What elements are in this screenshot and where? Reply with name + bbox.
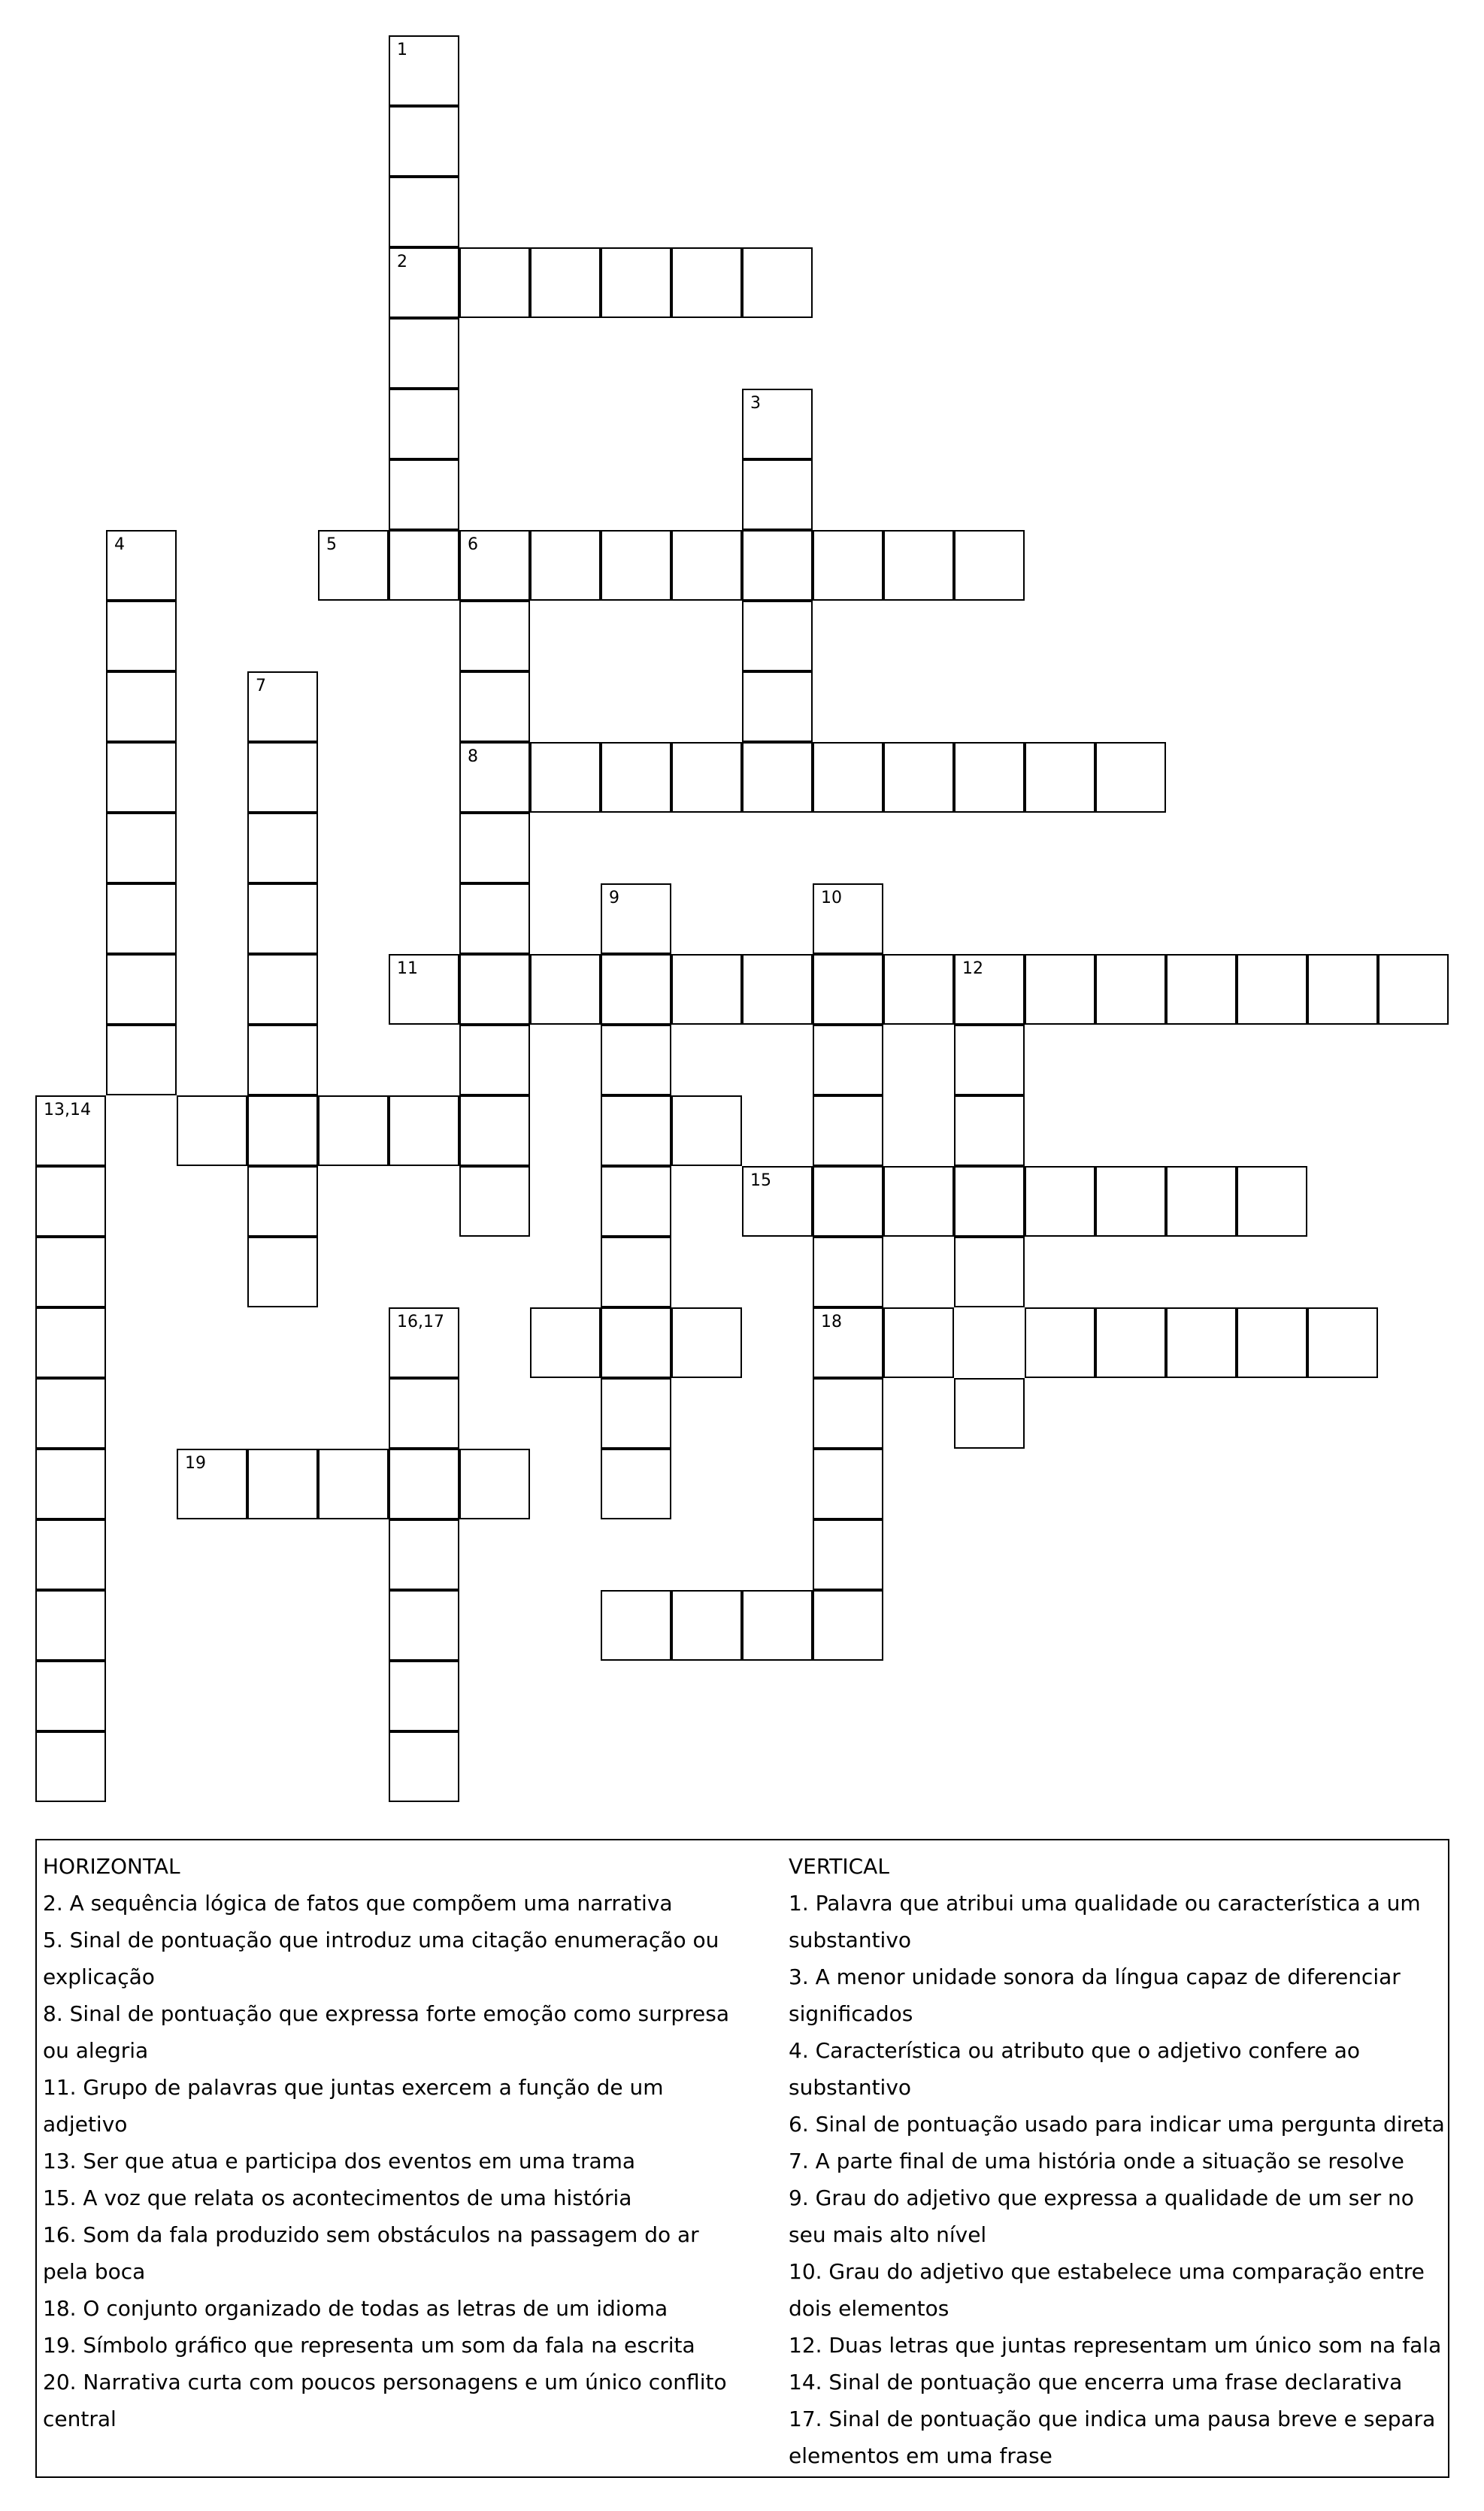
clue-number: 13,14 bbox=[44, 1101, 91, 1119]
grid-cell[interactable] bbox=[459, 954, 530, 1025]
grid-cell[interactable] bbox=[1025, 742, 1095, 813]
grid-cell[interactable] bbox=[389, 1661, 459, 1731]
grid-cell[interactable] bbox=[1237, 954, 1307, 1025]
clue-h-5: 5. Sinal de pontuação que introduz uma citação enumeração ou explicação bbox=[43, 1928, 719, 1989]
grid-cell[interactable] bbox=[813, 1519, 883, 1590]
grid-cell[interactable] bbox=[601, 1025, 671, 1095]
grid-cell[interactable] bbox=[1237, 1307, 1307, 1378]
grid-cell[interactable] bbox=[459, 1095, 530, 1166]
grid-cell[interactable] bbox=[742, 1590, 813, 1661]
clue-number: 8 bbox=[468, 747, 478, 766]
grid-cell[interactable] bbox=[459, 601, 530, 671]
grid-cell[interactable] bbox=[742, 742, 813, 813]
grid-cell[interactable] bbox=[1378, 954, 1449, 1025]
clue-v-14: 14. Sinal de pontuação que encerra uma frase declarativa bbox=[789, 2370, 1403, 2394]
grid-cell[interactable] bbox=[35, 1590, 106, 1661]
grid-cell[interactable] bbox=[601, 530, 671, 601]
clue-v-3: 3. A menor unidade sonora da língua capaz de diferenciar significados bbox=[789, 1964, 1401, 2026]
grid-cell[interactable] bbox=[106, 813, 177, 883]
clue-v-1: 1. Palavra que atribui uma qualidade ou característica a um substantivo bbox=[789, 1891, 1421, 1952]
grid-cell[interactable] bbox=[601, 1166, 671, 1237]
grid-cell[interactable] bbox=[389, 389, 459, 459]
grid-cell[interactable] bbox=[459, 671, 530, 742]
grid-cell[interactable] bbox=[530, 247, 601, 318]
grid-cell[interactable] bbox=[883, 1307, 954, 1378]
grid-cell[interactable] bbox=[1095, 1166, 1166, 1237]
grid-cell[interactable] bbox=[1166, 954, 1237, 1025]
clue-number: 19 bbox=[185, 1454, 206, 1473]
grid-cell[interactable] bbox=[601, 1449, 671, 1519]
grid-cell[interactable] bbox=[954, 1095, 1025, 1166]
grid-cell[interactable] bbox=[247, 813, 318, 883]
grid-cell[interactable] bbox=[106, 1025, 177, 1095]
grid-cell[interactable] bbox=[742, 459, 813, 530]
grid-cell[interactable] bbox=[389, 530, 459, 601]
grid-cell[interactable] bbox=[601, 742, 671, 813]
grid-cell[interactable] bbox=[247, 1095, 318, 1166]
grid-cell[interactable] bbox=[813, 1237, 883, 1307]
grid-cell[interactable] bbox=[530, 742, 601, 813]
grid-cell[interactable] bbox=[954, 742, 1025, 813]
grid-cell[interactable] bbox=[35, 1095, 106, 1166]
grid-cell[interactable] bbox=[247, 954, 318, 1025]
clue-h-15: 15. A voz que relata os acontecimentos de uma história bbox=[43, 2185, 632, 2210]
grid-cell[interactable] bbox=[389, 1731, 459, 1802]
grid-cell[interactable] bbox=[459, 530, 530, 601]
grid-cell[interactable] bbox=[742, 389, 813, 459]
grid-cell[interactable] bbox=[35, 1731, 106, 1802]
grid-cell[interactable] bbox=[671, 742, 742, 813]
grid-cell[interactable] bbox=[247, 671, 318, 742]
clue-number: 18 bbox=[821, 1313, 842, 1331]
grid-cell[interactable] bbox=[1237, 1166, 1307, 1237]
grid-cell[interactable] bbox=[954, 530, 1025, 601]
grid-cell[interactable] bbox=[389, 106, 459, 177]
clue-h-19: 19. Símbolo gráfico que representa um som da fala na escrita bbox=[43, 2333, 695, 2358]
grid-cell[interactable] bbox=[954, 954, 1025, 1025]
grid-cell[interactable] bbox=[742, 954, 813, 1025]
grid-cell[interactable] bbox=[459, 247, 530, 318]
grid-cell[interactable] bbox=[459, 883, 530, 954]
clue-h-20: 20. Narrativa curta com poucos personagens e um único conflito central bbox=[43, 2370, 727, 2431]
grid-cell[interactable] bbox=[459, 742, 530, 813]
grid-cell[interactable] bbox=[601, 1378, 671, 1449]
grid-cell[interactable] bbox=[813, 954, 883, 1025]
grid-cell[interactable] bbox=[389, 318, 459, 389]
grid-cell[interactable] bbox=[813, 742, 883, 813]
grid-cell[interactable] bbox=[247, 1166, 318, 1237]
grid-cell[interactable] bbox=[883, 954, 954, 1025]
grid-cell[interactable] bbox=[671, 954, 742, 1025]
grid-cell[interactable] bbox=[1307, 954, 1378, 1025]
vertical-clues bbox=[789, 1848, 1446, 2474]
grid-cell[interactable] bbox=[247, 1237, 318, 1307]
grid-cell[interactable] bbox=[1095, 1307, 1166, 1378]
grid-cell[interactable] bbox=[954, 1166, 1025, 1237]
grid-cell[interactable] bbox=[35, 1519, 106, 1590]
clue-number: 6 bbox=[468, 535, 478, 554]
grid-cell[interactable] bbox=[106, 671, 177, 742]
clue-number: 12 bbox=[962, 959, 983, 978]
grid-cell[interactable] bbox=[1025, 954, 1095, 1025]
grid-cell[interactable] bbox=[318, 530, 389, 601]
grid-cell[interactable] bbox=[813, 1166, 883, 1237]
grid-cell[interactable] bbox=[671, 247, 742, 318]
grid-cell[interactable] bbox=[1166, 1166, 1237, 1237]
grid-cell[interactable] bbox=[883, 742, 954, 813]
grid-cell[interactable] bbox=[530, 954, 601, 1025]
grid-cell[interactable] bbox=[389, 1307, 459, 1378]
grid-cell[interactable] bbox=[954, 1025, 1025, 1095]
grid-cell[interactable] bbox=[1025, 1166, 1095, 1237]
grid-cell[interactable] bbox=[813, 1378, 883, 1449]
clue-h-16: 16. Som da fala produzido sem obstáculos na passagem do ar pela boca bbox=[43, 2222, 699, 2284]
grid-cell[interactable] bbox=[601, 1237, 671, 1307]
grid-cell[interactable] bbox=[742, 530, 813, 601]
grid-cell[interactable] bbox=[177, 1095, 247, 1166]
grid-cell[interactable] bbox=[318, 1095, 389, 1166]
grid-cell[interactable] bbox=[601, 883, 671, 954]
grid-cell[interactable] bbox=[601, 247, 671, 318]
grid-cell[interactable] bbox=[459, 1025, 530, 1095]
grid-cell[interactable] bbox=[813, 1307, 883, 1378]
grid-cell[interactable] bbox=[389, 1095, 459, 1166]
clue-v-7: 7. A parte final de uma história onde a situação se resolve bbox=[789, 2149, 1404, 2173]
grid-cell[interactable] bbox=[742, 671, 813, 742]
grid-cell[interactable] bbox=[106, 954, 177, 1025]
grid-cell[interactable] bbox=[106, 530, 177, 601]
grid-cell[interactable] bbox=[35, 1307, 106, 1378]
grid-cell[interactable] bbox=[1095, 954, 1166, 1025]
grid-cell[interactable] bbox=[35, 1378, 106, 1449]
clue-number: 7 bbox=[256, 677, 266, 695]
grid-cell[interactable] bbox=[247, 1449, 318, 1519]
grid-cell[interactable] bbox=[1307, 1307, 1378, 1378]
grid-cell[interactable] bbox=[389, 459, 459, 530]
clue-h-13: 13. Ser que atua e participa dos eventos em uma trama bbox=[43, 2149, 636, 2173]
grid-cell[interactable] bbox=[106, 742, 177, 813]
horizontal-title: HORIZONTAL bbox=[43, 1854, 180, 1879]
grid-cell[interactable] bbox=[106, 601, 177, 671]
grid-cell[interactable] bbox=[813, 883, 883, 954]
clue-number: 4 bbox=[114, 535, 125, 554]
clue-v-12: 12. Duas letras que juntas representam um único som na fala bbox=[789, 2333, 1442, 2358]
grid-cell[interactable] bbox=[883, 530, 954, 601]
grid-cell[interactable] bbox=[1095, 742, 1166, 813]
grid-cell[interactable] bbox=[35, 1166, 106, 1237]
clue-v-9: 9. Grau do adjetivo que expressa a qualidade de um ser no seu mais alto nível bbox=[789, 2185, 1414, 2247]
clue-v-10: 10. Grau do adjetivo que estabelece uma comparação entre dois elementos bbox=[789, 2259, 1425, 2321]
grid-cell[interactable] bbox=[601, 1307, 671, 1378]
grid-cell[interactable] bbox=[247, 883, 318, 954]
grid-cell[interactable] bbox=[389, 1449, 459, 1519]
clue-v-4: 4. Característica ou atributo que o adjetivo confere ao substantivo bbox=[789, 2038, 1361, 2100]
vertical-title: VERTICAL bbox=[789, 1854, 889, 1879]
grid-cell[interactable] bbox=[459, 1166, 530, 1237]
grid-cell[interactable] bbox=[742, 1166, 813, 1237]
grid-cell[interactable] bbox=[671, 1095, 742, 1166]
clue-number: 15 bbox=[750, 1171, 771, 1190]
grid-cell[interactable] bbox=[35, 1449, 106, 1519]
grid-cell[interactable] bbox=[601, 954, 671, 1025]
grid-cell[interactable] bbox=[389, 1590, 459, 1661]
clue-number: 1 bbox=[397, 41, 407, 59]
grid-cell[interactable] bbox=[1025, 1307, 1095, 1378]
grid-cell[interactable] bbox=[742, 601, 813, 671]
grid-cell[interactable] bbox=[742, 247, 813, 318]
grid-cell[interactable] bbox=[671, 530, 742, 601]
clue-v-17: 17. Sinal de pontuação que indica uma pausa breve e separa elementos em uma frase bbox=[789, 2407, 1436, 2468]
horizontal-clues bbox=[43, 1848, 750, 2437]
grid-cell[interactable] bbox=[459, 813, 530, 883]
grid-cell[interactable] bbox=[813, 1590, 883, 1661]
grid-cell[interactable] bbox=[813, 530, 883, 601]
grid-cell[interactable] bbox=[389, 247, 459, 318]
clue-v-6: 6. Sinal de pontuação usado para indicar uma pergunta direta bbox=[789, 2112, 1445, 2137]
grid-cell[interactable] bbox=[813, 1025, 883, 1095]
grid-cell[interactable] bbox=[671, 1307, 742, 1378]
grid-cell[interactable] bbox=[106, 883, 177, 954]
grid-cell[interactable] bbox=[247, 1025, 318, 1095]
grid-cell[interactable] bbox=[389, 177, 459, 247]
grid-cell[interactable] bbox=[318, 1449, 389, 1519]
grid-cell[interactable] bbox=[389, 1378, 459, 1449]
clue-h-8: 8. Sinal de pontuação que expressa forte emoção como surpresa ou alegria bbox=[43, 2001, 729, 2063]
clue-number: 2 bbox=[397, 253, 407, 271]
grid-cell[interactable] bbox=[601, 1095, 671, 1166]
clue-number: 10 bbox=[821, 889, 842, 907]
clue-number: 9 bbox=[609, 889, 619, 907]
clue-number: 3 bbox=[750, 394, 761, 413]
grid-cell[interactable] bbox=[247, 742, 318, 813]
clue-h-18: 18. O conjunto organizado de todas as letras de um idioma bbox=[43, 2296, 668, 2321]
grid-cell[interactable] bbox=[389, 35, 459, 106]
grid-cell[interactable] bbox=[671, 1590, 742, 1661]
grid-cell[interactable] bbox=[601, 1590, 671, 1661]
grid-cell[interactable] bbox=[813, 1449, 883, 1519]
clue-number: 11 bbox=[397, 959, 418, 978]
grid-cell[interactable] bbox=[177, 1449, 247, 1519]
clue-h-2: 2. A sequência lógica de fatos que compõem uma narrativa bbox=[43, 1891, 673, 1916]
clues-box bbox=[35, 1839, 1449, 2478]
grid-cell[interactable] bbox=[459, 1449, 530, 1519]
clue-number: 5 bbox=[326, 535, 337, 554]
grid-cell[interactable] bbox=[883, 1166, 954, 1237]
grid-cell[interactable] bbox=[35, 1661, 106, 1731]
grid-cell[interactable] bbox=[954, 1378, 1025, 1449]
grid-cell[interactable] bbox=[389, 954, 459, 1025]
grid-cell[interactable] bbox=[389, 1519, 459, 1590]
grid-cell[interactable] bbox=[530, 530, 601, 601]
grid-cell[interactable] bbox=[813, 1095, 883, 1166]
clue-number: 16,17 bbox=[397, 1313, 444, 1331]
grid-cell[interactable] bbox=[35, 1237, 106, 1307]
grid-cell[interactable] bbox=[954, 1237, 1025, 1307]
grid-cell[interactable] bbox=[1166, 1307, 1237, 1378]
clue-h-11: 11. Grupo de palavras que juntas exercem a função de um adjetivo bbox=[43, 2075, 664, 2137]
grid-cell[interactable] bbox=[530, 1307, 601, 1378]
